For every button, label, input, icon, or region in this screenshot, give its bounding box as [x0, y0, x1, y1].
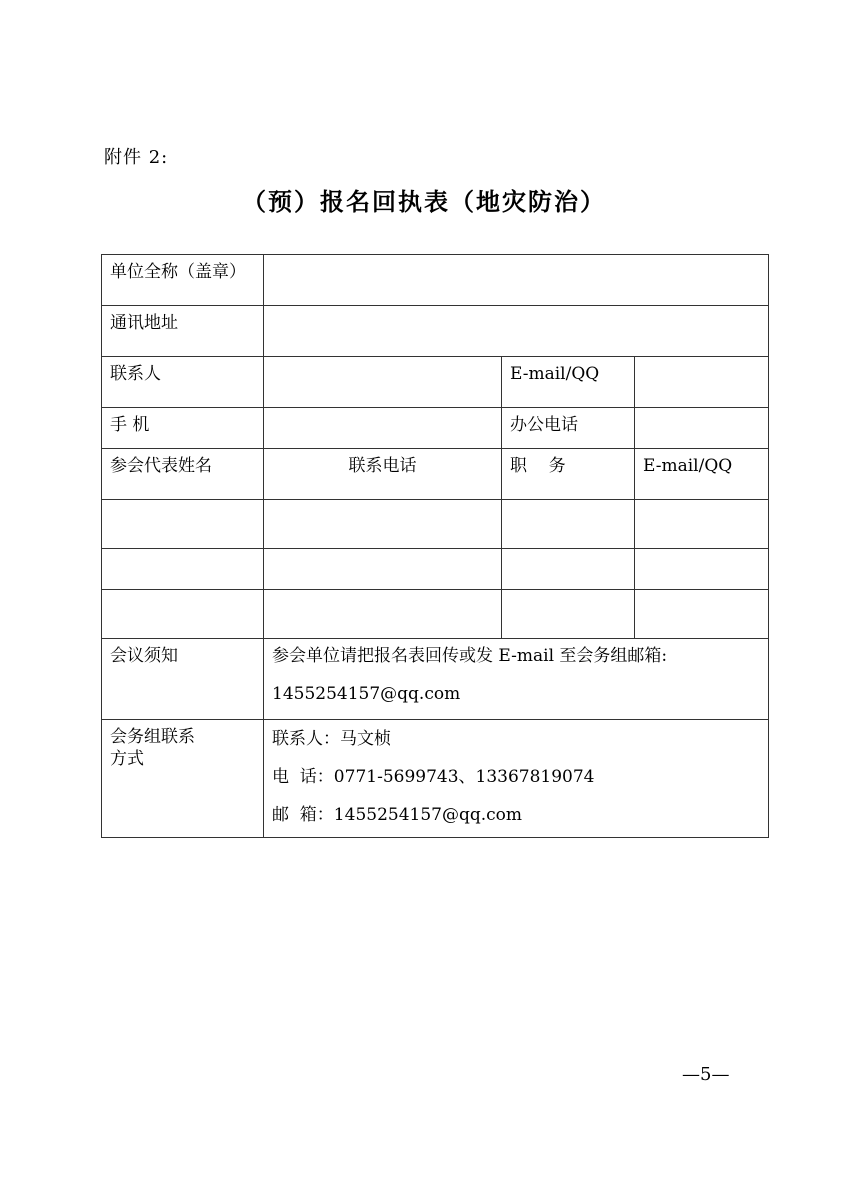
- unit-name-row: [102, 255, 769, 306]
- organizer-email: 邮 箱：1455254157@qq.com: [272, 805, 523, 825]
- office-phone-field[interactable]: [635, 408, 769, 449]
- contact-person-label: 联系人: [102, 357, 264, 408]
- attendee-phone-header: 联系电话: [264, 449, 502, 500]
- mobile-row: [102, 408, 769, 449]
- attendee-phone-cell[interactable]: [264, 500, 502, 549]
- notice-text-line1: 参会单位请把报名表回传或发 E-mail 至会务组邮箱:: [272, 646, 668, 666]
- mobile-label: 手 机: [102, 408, 264, 449]
- organizer-label-line1: 会务组联系: [110, 727, 195, 747]
- attendee-email-cell[interactable]: [635, 549, 769, 590]
- attendee-phone-cell[interactable]: [264, 549, 502, 590]
- email-qq-label: E-mail/QQ: [502, 357, 635, 408]
- organizer-contact-person: 联系人：马文桢: [272, 729, 391, 749]
- attendee-position-cell[interactable]: [502, 549, 635, 590]
- unit-name-label: 单位全称（盖章）: [102, 255, 264, 306]
- mobile-field[interactable]: [264, 408, 502, 449]
- organizer-label: [102, 720, 264, 838]
- email-qq-field[interactable]: [635, 357, 769, 408]
- page-title: （预）报名回执表（地灾防治）: [242, 188, 606, 216]
- attendee-position-cell[interactable]: [502, 500, 635, 549]
- registration-form: [101, 254, 769, 838]
- attendee-name-cell[interactable]: [102, 500, 264, 549]
- address-field[interactable]: [264, 306, 769, 357]
- notice-email: 1455254157@qq.com: [272, 684, 461, 704]
- attendee-row: [102, 500, 769, 549]
- unit-name-field[interactable]: [264, 255, 769, 306]
- notice-label: 会议须知: [102, 639, 264, 720]
- notice-text-block: [272, 639, 760, 714]
- organizer-contact-cell: [264, 720, 769, 838]
- attendee-email-cell[interactable]: [635, 590, 769, 639]
- attendee-position-header: 职 务: [502, 449, 635, 500]
- organizer-phone: 电 话：0771-5699743、13367819074: [272, 767, 595, 787]
- attendee-position-cell[interactable]: [502, 590, 635, 639]
- attendee-phone-cell[interactable]: [264, 590, 502, 639]
- notice-row: [102, 639, 769, 720]
- attendee-row: [102, 549, 769, 590]
- page-number: —5—: [682, 1064, 730, 1085]
- attendee-name-cell[interactable]: [102, 549, 264, 590]
- contact-person-field[interactable]: [264, 357, 502, 408]
- attendee-email-header: E-mail/QQ: [635, 449, 769, 500]
- office-phone-label: 办公电话: [502, 408, 635, 449]
- attendee-header-row: [102, 449, 769, 500]
- attachment-label: 附件 2:: [104, 147, 169, 168]
- notice-text: [264, 639, 769, 720]
- organizer-label-line2: 方式: [110, 749, 144, 769]
- attendee-name-cell[interactable]: [102, 590, 264, 639]
- attendee-name-header: 参会代表姓名: [102, 449, 264, 500]
- address-label: 通讯地址: [102, 306, 264, 357]
- organizer-row: [102, 720, 769, 838]
- attendee-email-cell[interactable]: [635, 500, 769, 549]
- address-row: [102, 306, 769, 357]
- contact-row: [102, 357, 769, 408]
- attendee-row: [102, 590, 769, 639]
